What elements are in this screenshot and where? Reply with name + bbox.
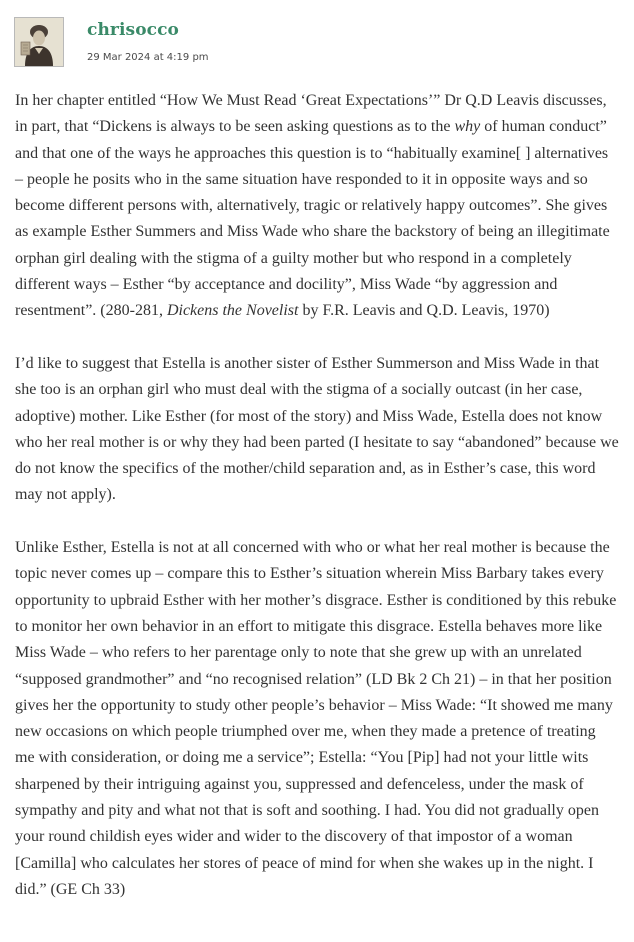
vintage-portrait-avatar-icon <box>15 18 63 66</box>
comment-paragraph <box>15 535 619 903</box>
comment-paragraph <box>15 351 619 509</box>
comment-author-link[interactable]: chrisocco <box>87 20 179 40</box>
paragraph-text: I’d like to suggest that Estella is another sister of Esther Summerson and Miss Wade in that she too is an orphan girl who must deal with the stigma of a socially outcast (in her case, adoptive) mother. Like Esther (for most of the story) and Miss Wade, Estella does not know who her real mother is or why they had been parted (I hesitate to say “abandoned” because we do not know the specifics of the mother/child separation and, as in Esther’s case, this word may not apply). <box>15 354 619 504</box>
paragraph-text: In her chapter entitled “How We Must Read ‘Great Expectations’” Dr Q.D Leavis discusses, in part, that “Dickens is always to be seen asking questions as to the <box>15 92 607 136</box>
comment-timestamp[interactable]: 29 Mar 2024 at 4:19 pm <box>87 52 209 63</box>
paragraph-text: Unlike Esther, Estella is not at all concerned with who or what her real mother is because the topic never comes up – compare this to Esther’s situation wherein Miss Barbary takes every opportunity to upbraid Esther with her mother’s disgrace. Esther is conditioned by this rebuke to monitor her own behavior in an effort to mitigate this disgrace. Estella behaves more like Miss Wade – who refers to her parentage only to note that she grew up with an unrelated “supposed grandmother” and “no recognised relation” (LD Bk 2 Ch 21) – in that her position gives her the opportunity to study other people’s behavior – Miss Wade: “It showed me many new occasions on which people triumphed over me, when they made a pretence of treating me with consideration, or doing me a service”; Estella: “You [Pip] had not your little wits sharpened by their intriguing against you, suppressed and defenceless, under the mask of sympathy and pity and what not that is soft and soothing. I had. You did not gradually open your round childish eyes wider and wider to the discovery of that impostor of a woman [Camilla] who calculates her stores of peace of mind for when she wakes up in the night. I did.” (GE Ch 33) <box>15 539 617 898</box>
comment-paragraph <box>15 88 619 325</box>
comment-body <box>15 88 619 903</box>
book-title-italic: Dickens the Novelist <box>166 302 299 320</box>
paragraph-text: by F.R. Leavis and Q.D. Leavis, 1970) <box>298 302 550 320</box>
paragraph-text: of human conduct” and that one of the ways he approaches this question is to “habitually examine[ ] alternatives – people he posits who in the same situation have responded to it in opposite ways and so become different persons with, alternatively, tragic or relatively happy outcomes”. She gives as example Esther Summers and Miss Wade who share the backstory of being an illegitimate orphan girl dealing with the stigma of a guilty mother but who respond in a completely different ways – Esther “by acceptance and docility”, Miss Wade “by aggression and resentment”. (280-281, <box>15 118 610 320</box>
paragraph-text-italic: why <box>454 118 481 136</box>
avatar[interactable] <box>14 17 64 67</box>
